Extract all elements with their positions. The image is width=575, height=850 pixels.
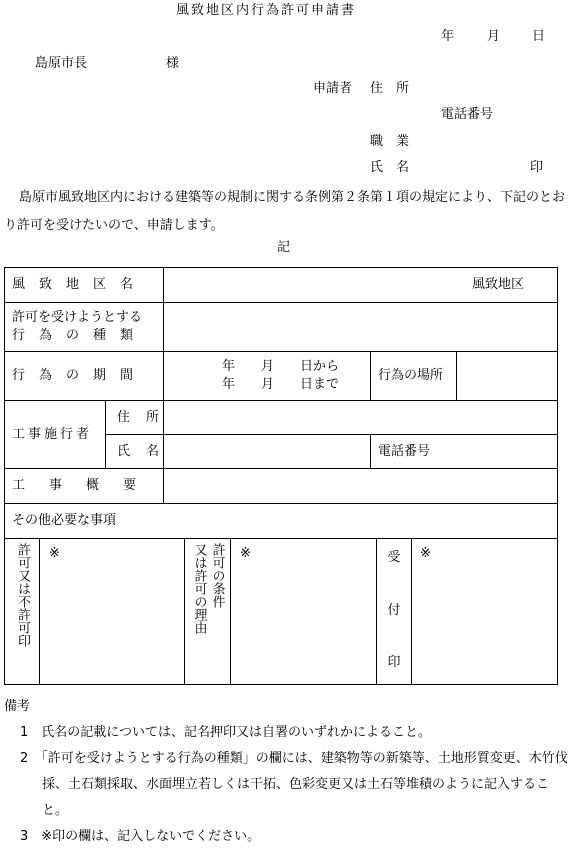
condition-mark-cell: ※ <box>231 539 377 684</box>
date-day: 日 <box>532 29 546 44</box>
note-item-2: 2 「許可を受けようとする行為の種類」の欄には、建築物等の新築等、土地形質変更、木竹伐採、土石類採取、水面埋立若しくは干拓、色彩変更又は土石等堆積のように記入すること。 <box>20 751 568 818</box>
outline-label-cell: 工事概要 <box>5 469 164 504</box>
applicant-label: 申請者 <box>313 81 353 96</box>
date-year: 年 <box>441 29 455 44</box>
period-value-cell[interactable]: 年 月 日から 年 月 日まで <box>164 352 371 401</box>
page-title: 風致地区内行為許可申請書 <box>176 3 357 18</box>
notes <box>4 694 572 850</box>
applicant-name-label: 氏 名 <box>370 160 410 175</box>
place-value-cell[interactable] <box>457 352 558 401</box>
period-label-cell: 行為の期間 <box>5 352 164 401</box>
body-text: 島原市風致地区内における建築等の規制に関する条例第２条第１項の規定により、下記のとおり許可を受けたいので、申請します。 <box>4 190 566 233</box>
district-value-cell[interactable]: 風致地区 <box>164 268 558 303</box>
permit-label-cell: 許可又は不許可印 <box>5 539 40 684</box>
other-items-cell[interactable]: その他必要な事項 <box>5 504 558 539</box>
application-form-table <box>4 267 558 685</box>
note-item-3: 3 ※印の欄は、記入しないでください。 <box>20 829 261 844</box>
contractor-address-label-cell: 住所 <box>106 401 164 435</box>
bottom-grid <box>5 539 557 684</box>
contractor-label-cell: 工事施行者 <box>5 401 106 469</box>
permit-mark-cell: ※ <box>40 539 185 684</box>
contractor-address-value-cell[interactable] <box>164 401 558 435</box>
outline-value-cell[interactable] <box>164 469 558 504</box>
activity-type-value-cell[interactable] <box>164 303 558 352</box>
notes-heading: 備考 <box>4 699 31 714</box>
addressee-name: 島原市長 <box>35 56 88 71</box>
applicant-seal: 印 <box>530 160 544 175</box>
applicant-phone-label: 電話番号 <box>441 107 494 122</box>
place-label-cell: 行為の場所 <box>371 352 457 401</box>
applicant-occupation-label: 職 業 <box>370 134 410 149</box>
district-label-cell: 風致地区名 <box>5 268 164 303</box>
addressee-honorific: 様 <box>166 56 180 71</box>
receipt-label-cell: 受 付 印 <box>377 539 412 684</box>
note-item-1: 1 氏名の記載については、記名押印又は自署のいずれかによること。 <box>20 725 432 740</box>
contractor-phone-label-cell: 電話番号 <box>371 435 558 469</box>
ki-label: 記 <box>277 240 291 255</box>
receipt-mark-cell: ※ <box>420 546 431 561</box>
contractor-name-value-cell[interactable] <box>164 435 371 469</box>
date-month: 月 <box>487 29 501 44</box>
activity-type-label-cell: 許可を受けようとする 行為の種類 <box>5 303 164 352</box>
condition-label-cell: 許可の条件 又は許可の理由 <box>185 539 231 684</box>
applicant-address-label: 住 所 <box>370 81 410 96</box>
contractor-name-label-cell: 氏名 <box>106 435 164 469</box>
